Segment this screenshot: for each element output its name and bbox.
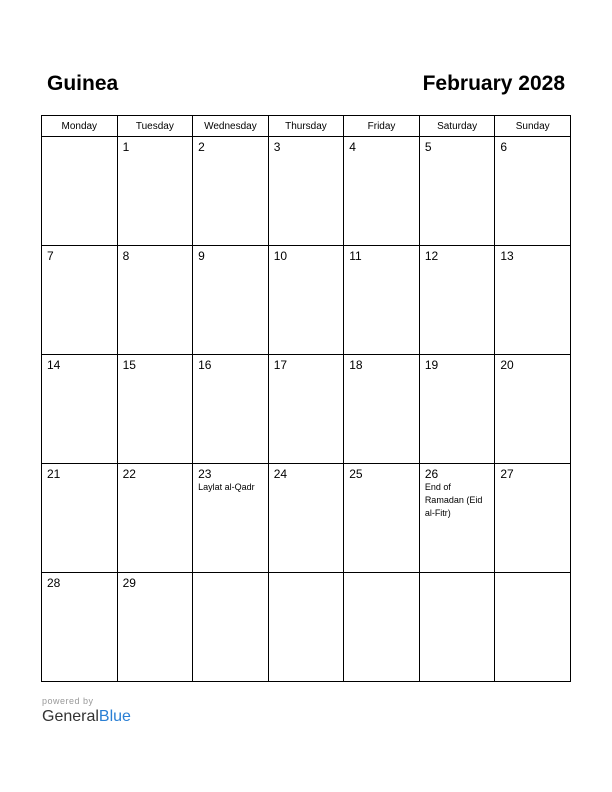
day-number: 26 [424,467,439,481]
day-cell [193,464,269,573]
holiday-label: Laylat al-Qadr [198,482,255,492]
week-row [42,137,571,246]
weekday-thursday: Thursday [268,116,344,137]
weekday-wednesday: Wednesday [193,116,269,137]
day-cell [117,137,193,246]
brand-logo [42,707,131,727]
day-number: 13 [500,249,514,263]
day-cell [268,246,344,355]
day-number: 12 [424,249,439,263]
day-number: 2 [198,140,205,154]
day-number: 18 [349,358,363,372]
day-cell [344,464,420,573]
day-number: 28 [47,576,61,590]
day-cell [419,137,495,246]
day-number: 5 [424,140,432,154]
day-cell [268,355,344,464]
month-title: February 2028 [422,72,565,95]
day-cell [42,355,118,464]
day-cell [419,573,495,682]
day-number: 29 [122,576,136,590]
day-cell [42,464,118,573]
day-cell [193,573,269,682]
generalblue-brand[interactable] [42,696,131,727]
day-cell [268,464,344,573]
weekday-header-row [42,116,571,137]
day-number: 25 [349,467,363,481]
day-cell [268,573,344,682]
day-cell [495,246,571,355]
weekday-friday: Friday [344,116,420,137]
day-cell [117,246,193,355]
day-number: 23 [198,467,212,481]
day-cell [42,137,118,246]
day-cell [193,355,269,464]
day-cell [495,464,571,573]
day-number: 17 [273,358,288,372]
day-cell [495,355,571,464]
day-number: 19 [424,358,439,372]
day-cell [42,573,118,682]
day-number: 20 [500,358,514,372]
day-number: 9 [198,249,205,263]
day-cell [193,246,269,355]
week-row [42,246,571,355]
day-number: 8 [122,249,130,263]
calendar-grid [41,115,571,682]
day-number: 24 [273,467,288,481]
day-cell [117,355,193,464]
day-cell [419,464,495,573]
day-cell [344,573,420,682]
week-row [42,464,571,573]
day-number: 6 [500,140,508,154]
holiday-label: End of Ramadan (Eid al-Fitr) [424,482,483,518]
day-number: 11 [349,249,362,263]
week-row [42,573,571,682]
day-number: 14 [47,358,61,372]
day-number: 7 [47,249,54,263]
day-cell [419,246,495,355]
powered-by-label: powered by [42,696,94,706]
day-number: 4 [349,140,356,154]
day-cell [117,573,193,682]
day-cell [419,355,495,464]
brand-general-text: General [42,708,99,725]
day-number: 1 [122,140,130,154]
day-cell [117,464,193,573]
weekday-tuesday: Tuesday [117,116,193,137]
weekday-sunday: Sunday [495,116,571,137]
day-cell [344,137,420,246]
day-number: 10 [273,249,288,263]
day-cell [42,246,118,355]
day-number: 21 [47,467,61,481]
day-cell [344,246,420,355]
day-cell [495,137,571,246]
day-number: 27 [500,467,514,481]
week-row [42,355,571,464]
day-number: 15 [122,358,136,372]
day-number: 22 [122,467,136,481]
country-title: Guinea [47,72,119,95]
day-cell [193,137,269,246]
day-cell [268,137,344,246]
day-cell [344,355,420,464]
weekday-monday: Monday [42,116,118,137]
weekday-saturday: Saturday [419,116,495,137]
day-cell [495,573,571,682]
day-number: 16 [198,358,212,372]
brand-blue-text: Blue [98,708,131,725]
day-number: 3 [273,140,281,154]
